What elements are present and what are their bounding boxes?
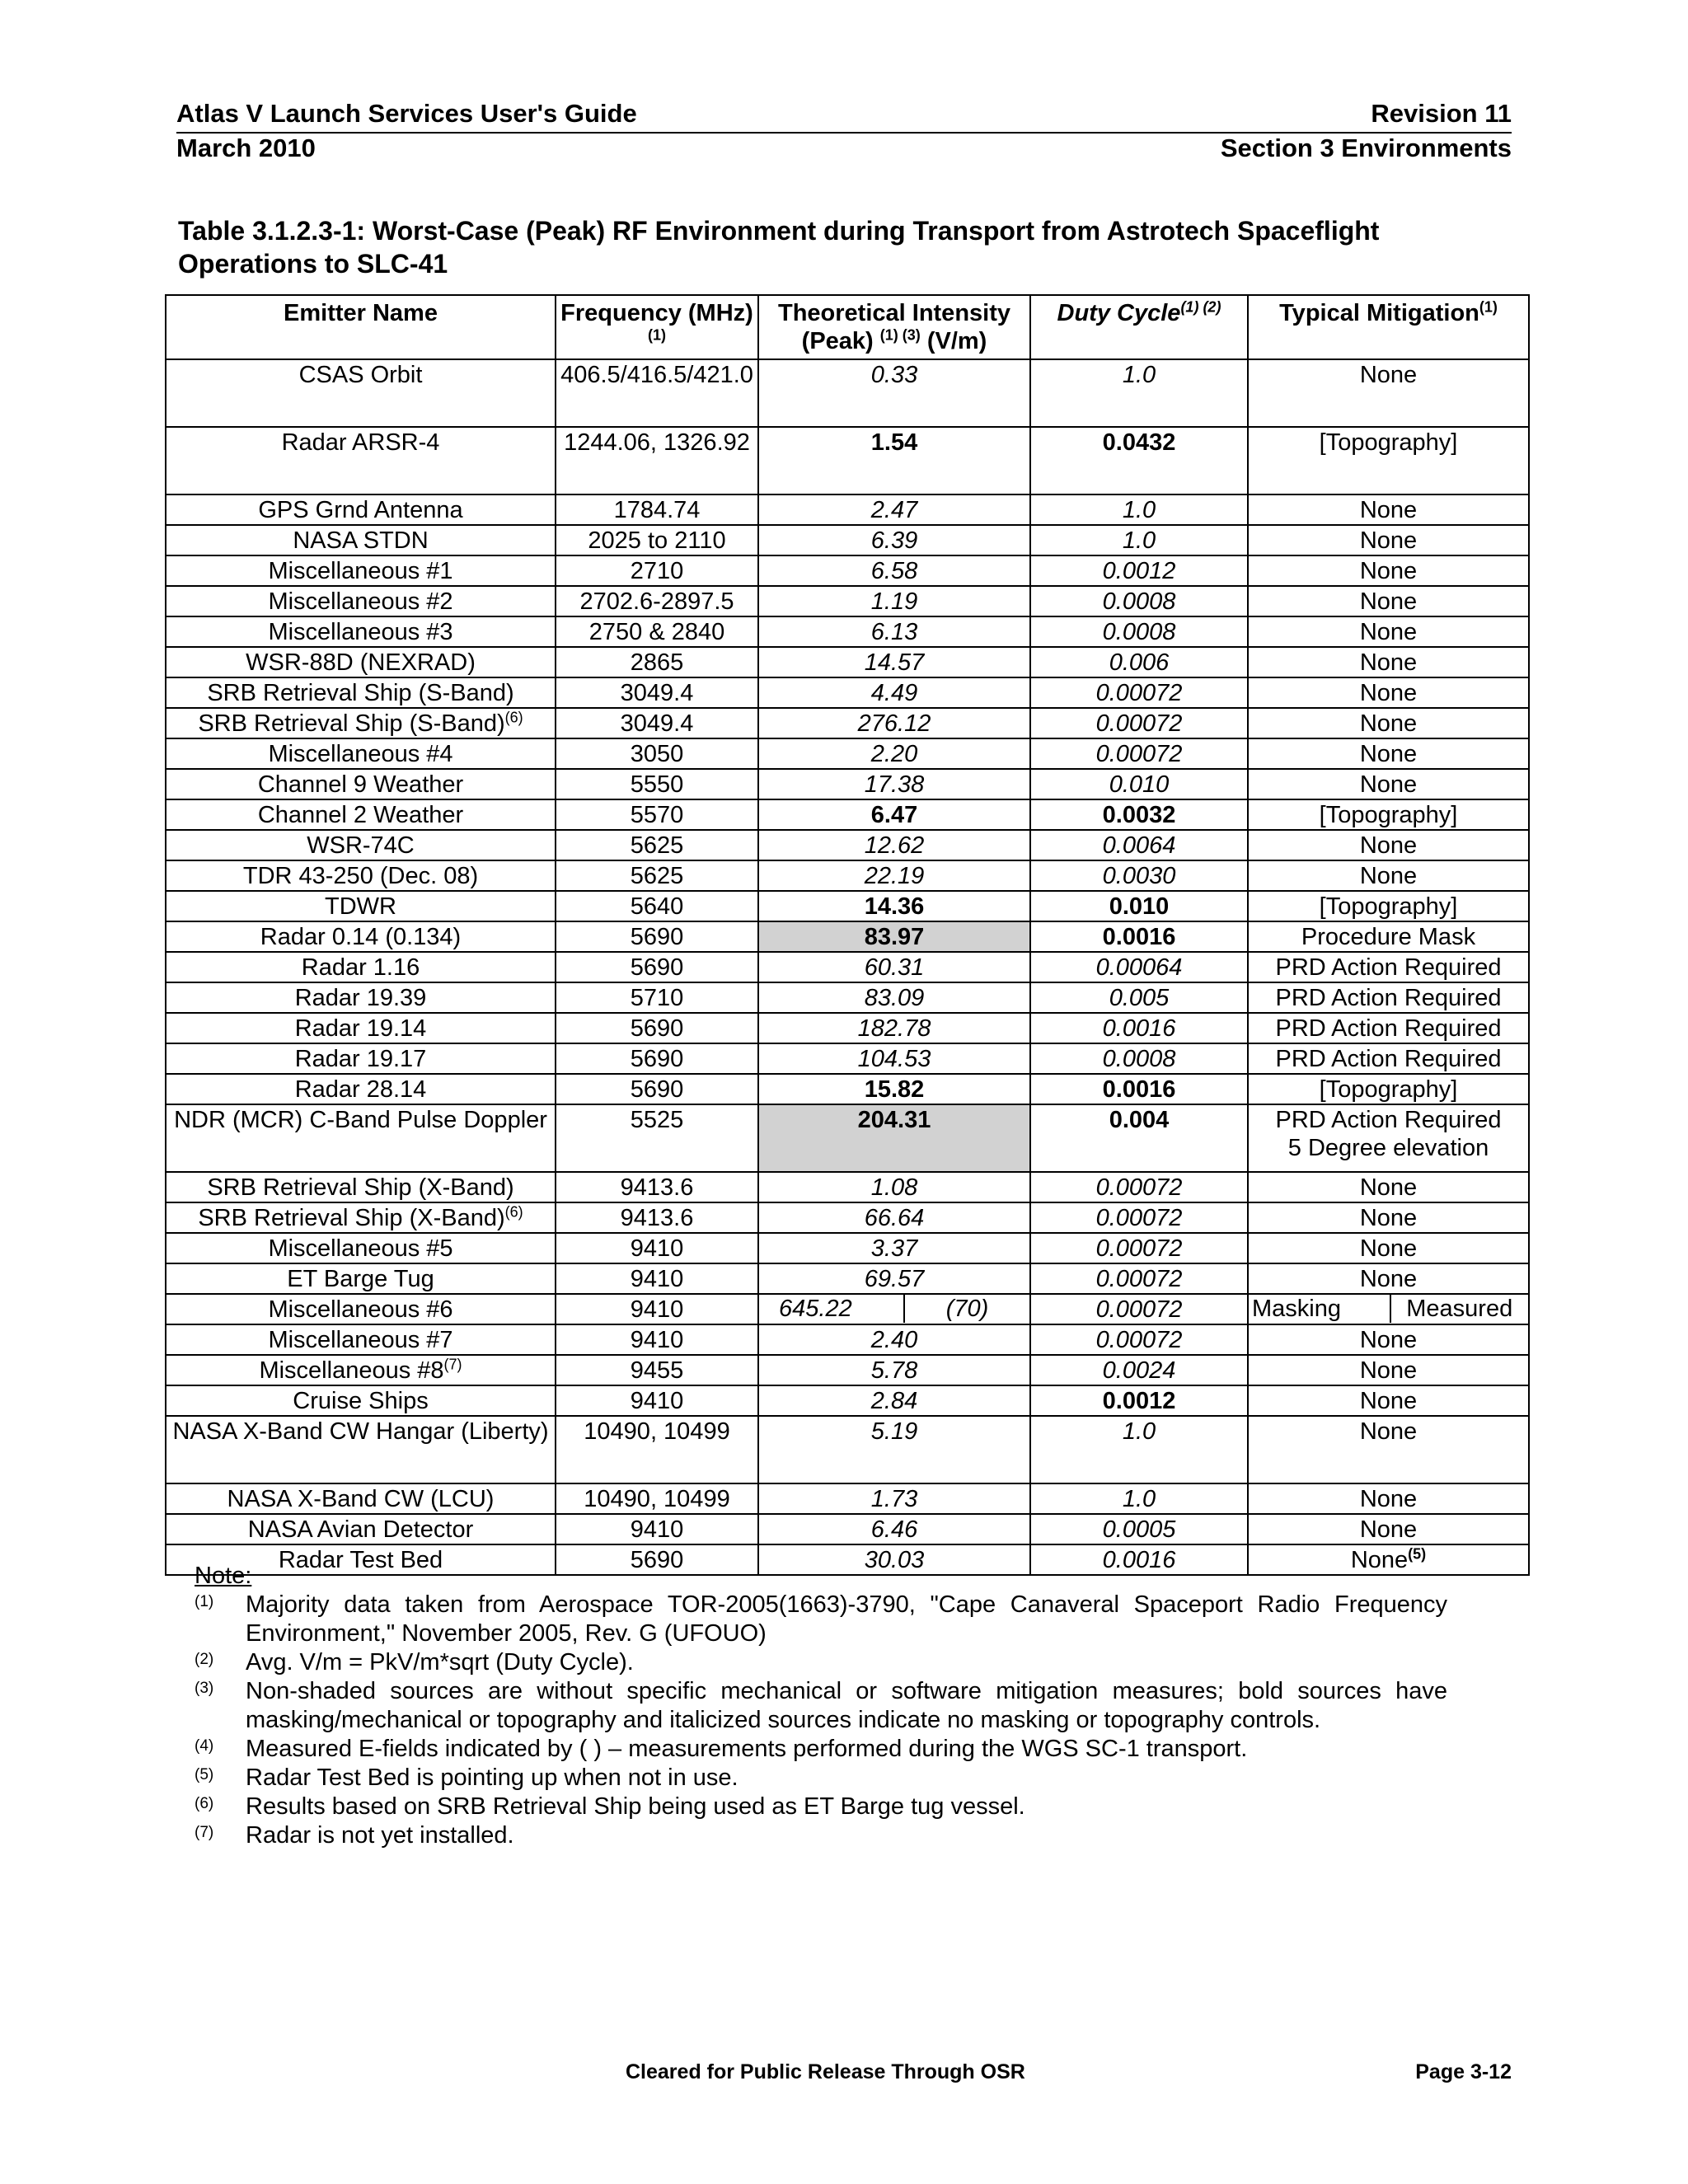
table-row xyxy=(166,799,1529,830)
emitter-name-cell: WSR-88D (NEXRAD) xyxy=(166,647,556,677)
mitigation-cell: None xyxy=(1248,1233,1529,1263)
frequency-cell: 1784.74 xyxy=(556,494,758,525)
mitigation-cell: None xyxy=(1248,1324,1529,1355)
duty-cycle-cell: 0.0008 xyxy=(1030,586,1248,616)
mitigation-cell: None xyxy=(1248,616,1529,647)
table-row xyxy=(166,1043,1529,1074)
intensity-cell: 276.12 xyxy=(758,708,1030,738)
notes-title: Note: xyxy=(195,1563,252,1589)
release-statement: Cleared for Public Release Through OSR xyxy=(626,2060,1025,2083)
mitigation-cell: [Topography] xyxy=(1248,799,1529,830)
frequency-cell: 1244.06, 1326.92 xyxy=(556,427,758,494)
duty-cycle-cell: 0.006 xyxy=(1030,647,1248,677)
duty-cycle-cell: 0.0016 xyxy=(1030,1544,1248,1575)
table-row xyxy=(166,1416,1529,1483)
emitter-name-cell: WSR-74C xyxy=(166,830,556,860)
emitter-name-cell: Radar 0.14 (0.134) xyxy=(166,921,556,952)
intensity-cell: 22.19 xyxy=(758,860,1030,891)
intensity-cell: 6.39 xyxy=(758,525,1030,555)
table-row xyxy=(166,769,1529,799)
emitter-name-cell: Miscellaneous #5 xyxy=(166,1233,556,1263)
mitigation-cell: PRD Action Required 5 Degree elevation xyxy=(1248,1104,1529,1172)
frequency-cell: 3049.4 xyxy=(556,708,758,738)
table-row xyxy=(166,1104,1529,1172)
duty-cycle-cell: 0.00072 xyxy=(1030,1263,1248,1294)
mitigation-cell: PRD Action Required xyxy=(1248,1013,1529,1043)
duty-cycle-cell: 0.0024 xyxy=(1030,1355,1248,1385)
emitter-name-cell: Channel 9 Weather xyxy=(166,769,556,799)
frequency-cell: 9410 xyxy=(556,1233,758,1263)
mitigation-cell: None xyxy=(1248,1483,1529,1514)
intensity-cell: 0.33 xyxy=(758,359,1030,427)
duty-cycle-cell: 0.010 xyxy=(1030,891,1248,921)
table-row xyxy=(166,647,1529,677)
intensity-cell: 1.73 xyxy=(758,1483,1030,1514)
mitigation-cell: Masking Measured xyxy=(1248,1294,1529,1324)
col-header-frequency: Frequency (MHz)$^{(1)}$ xyxy=(556,295,758,359)
intensity-cell: 6.58 xyxy=(758,555,1030,586)
emitter-name-cell: Radar 19.39 xyxy=(166,982,556,1013)
mitigation-cell: None xyxy=(1248,555,1529,586)
duty-cycle-cell: 0.0064 xyxy=(1030,830,1248,860)
mitigation-cell: None xyxy=(1248,1263,1529,1294)
note-item xyxy=(195,1677,1447,1735)
frequency-cell: 2025 to 2110 xyxy=(556,525,758,555)
frequency-cell: 2750 & 2840 xyxy=(556,616,758,647)
mitigation-cell: None xyxy=(1248,769,1529,799)
note-item xyxy=(195,1591,1447,1648)
intensity-cell: 69.57 xyxy=(758,1263,1030,1294)
table-row xyxy=(166,921,1529,952)
table-row xyxy=(166,1294,1529,1324)
emitter-name-cell: SRB Retrieval Ship (S-Band)$^{(6)}$ xyxy=(166,708,556,738)
mitigation-cell: None xyxy=(1248,359,1529,427)
frequency-cell: 5525 xyxy=(556,1104,758,1172)
duty-cycle-cell: 0.0032 xyxy=(1030,799,1248,830)
note-item xyxy=(195,1648,1447,1677)
emitter-name-cell: Miscellaneous #8$^{(7)}$ xyxy=(166,1355,556,1385)
duty-cycle-cell: 0.0005 xyxy=(1030,1514,1248,1544)
duty-cycle-cell: 0.0016 xyxy=(1030,1074,1248,1104)
note-text: Majority data taken from Aerospace TOR-2005(1663)-3790, "Cape Canaveral Spaceport Radio Frequency Environment," November 2005, Rev. G (UFOUO) xyxy=(246,1591,1447,1647)
table-row xyxy=(166,1263,1529,1294)
rf-environment-table xyxy=(165,294,1530,1576)
duty-cycle-cell: 0.0008 xyxy=(1030,616,1248,647)
table-row xyxy=(166,586,1529,616)
col-header-intensity: Theoretical Intensity (Peak) $^{(1) (3)}$ (V/m) xyxy=(758,295,1030,359)
table-row xyxy=(166,1483,1529,1514)
note-item xyxy=(195,1735,1447,1764)
table-row xyxy=(166,738,1529,769)
emitter-name-cell: NASA STDN xyxy=(166,525,556,555)
mitigation-cell: None xyxy=(1248,738,1529,769)
frequency-cell: 5710 xyxy=(556,982,758,1013)
duty-cycle-cell: 0.0432 xyxy=(1030,427,1248,494)
emitter-name-cell: Miscellaneous #2 xyxy=(166,586,556,616)
table-row xyxy=(166,1385,1529,1416)
table-row xyxy=(166,1202,1529,1233)
mitigation-cell: PRD Action Required xyxy=(1248,1043,1529,1074)
mitigation-cell: None xyxy=(1248,1385,1529,1416)
note-item xyxy=(195,1793,1447,1821)
intensity-cell: 2.20 xyxy=(758,738,1030,769)
mitigation-cell: [Topography] xyxy=(1248,427,1529,494)
frequency-cell: 9410 xyxy=(556,1385,758,1416)
frequency-cell: 9410 xyxy=(556,1294,758,1324)
emitter-name-cell: Miscellaneous #6 xyxy=(166,1294,556,1324)
mitigation-cell: None xyxy=(1248,830,1529,860)
table-row xyxy=(166,1324,1529,1355)
note-text: Radar is not yet installed. xyxy=(246,1822,514,1849)
frequency-cell: 5570 xyxy=(556,799,758,830)
emitter-name-cell: NASA X-Band CW (LCU) xyxy=(166,1483,556,1514)
emitter-name-cell: NASA Avian Detector xyxy=(166,1514,556,1544)
intensity-cell: 15.82 xyxy=(758,1074,1030,1104)
table-row xyxy=(166,830,1529,860)
intensity-cell: 5.78 xyxy=(758,1355,1030,1385)
table-caption: Table 3.1.2.3-1: Worst-Case (Peak) RF Environment during Transport from Astrotech Spaceflight Operations to SLC-41 xyxy=(178,216,1380,279)
intensity-cell: 3.37 xyxy=(758,1233,1030,1263)
emitter-name-cell: Radar Test Bed xyxy=(166,1544,556,1575)
duty-cycle-cell: 1.0 xyxy=(1030,1483,1248,1514)
frequency-cell: 9410 xyxy=(556,1324,758,1355)
intensity-cell: 2.84 xyxy=(758,1385,1030,1416)
note-text: Avg. V/m = PkV/m*sqrt (Duty Cycle). xyxy=(246,1649,634,1675)
document-date: March 2010 xyxy=(176,134,316,162)
frequency-cell: 5690 xyxy=(556,952,758,982)
note-marker: (2) xyxy=(195,1651,214,1668)
frequency-cell: 5550 xyxy=(556,769,758,799)
mitigation-cell: None xyxy=(1248,1514,1529,1544)
mitigation-cell: None xyxy=(1248,525,1529,555)
mitigation-cell: None xyxy=(1248,677,1529,708)
intensity-cell: 6.47 xyxy=(758,799,1030,830)
col-header-mitigation: Typical Mitigation$^{(1)}$ xyxy=(1248,295,1529,359)
note-marker: (6) xyxy=(195,1795,214,1812)
table-row xyxy=(166,891,1529,921)
frequency-cell: 5690 xyxy=(556,921,758,952)
emitter-name-cell: Miscellaneous #1 xyxy=(166,555,556,586)
mitigation-cell: None xyxy=(1248,586,1529,616)
mitigation-cell: PRD Action Required xyxy=(1248,982,1529,1013)
frequency-cell: 10490, 10499 xyxy=(556,1483,758,1514)
frequency-cell: 9410 xyxy=(556,1514,758,1544)
intensity-cell: 6.13 xyxy=(758,616,1030,647)
mitigation-cell: None$^{(5)}$ xyxy=(1248,1544,1529,1575)
duty-cycle-cell: 0.00072 xyxy=(1030,708,1248,738)
duty-cycle-cell: 0.0030 xyxy=(1030,860,1248,891)
emitter-name-cell: Miscellaneous #4 xyxy=(166,738,556,769)
intensity-cell: 12.62 xyxy=(758,830,1030,860)
duty-cycle-cell: 0.00072 xyxy=(1030,1172,1248,1202)
emitter-name-cell: Channel 2 Weather xyxy=(166,799,556,830)
frequency-cell: 5690 xyxy=(556,1043,758,1074)
col-header-duty-cycle: Duty Cycle$^{(1) (2)}$ xyxy=(1030,295,1248,359)
emitter-name-cell: Cruise Ships xyxy=(166,1385,556,1416)
mitigation-cell: None xyxy=(1248,1416,1529,1483)
emitter-name-cell: Radar 1.16 xyxy=(166,952,556,982)
duty-cycle-cell: 0.00072 xyxy=(1030,1324,1248,1355)
table-row xyxy=(166,1233,1529,1263)
intensity-cell: 2.40 xyxy=(758,1324,1030,1355)
intensity-cell: 1.08 xyxy=(758,1172,1030,1202)
page-header-line-1 xyxy=(176,99,1512,134)
duty-cycle-cell: 0.00072 xyxy=(1030,677,1248,708)
intensity-cell: 645.22 (70) xyxy=(758,1294,1030,1324)
intensity-cell: 14.57 xyxy=(758,647,1030,677)
note-text: Non-shaded sources are without specific mechanical or software mitigation measures; bold sources have masking/mechanical or topography and italicized sources indicate no masking or topography controls. xyxy=(246,1678,1447,1733)
mitigation-cell: None xyxy=(1248,494,1529,525)
mitigation-cell: None xyxy=(1248,1172,1529,1202)
frequency-cell: 5625 xyxy=(556,860,758,891)
emitter-name-cell: TDWR xyxy=(166,891,556,921)
mitigation-cell: None xyxy=(1248,647,1529,677)
emitter-name-cell: Radar 28.14 xyxy=(166,1074,556,1104)
duty-cycle-cell: 0.00064 xyxy=(1030,952,1248,982)
emitter-name-cell: TDR 43-250 (Dec. 08) xyxy=(166,860,556,891)
mitigation-cell: PRD Action Required xyxy=(1248,952,1529,982)
note-item xyxy=(195,1821,1447,1850)
mitigation-cell: None xyxy=(1248,860,1529,891)
note-marker: (1) xyxy=(195,1593,214,1610)
emitter-name-cell: SRB Retrieval Ship (S-Band) xyxy=(166,677,556,708)
intensity-cell: 83.97 xyxy=(758,921,1030,952)
duty-cycle-cell: 0.0012 xyxy=(1030,555,1248,586)
frequency-cell: 5640 xyxy=(556,891,758,921)
mitigation-cell: [Topography] xyxy=(1248,891,1529,921)
frequency-cell: 9413.6 xyxy=(556,1172,758,1202)
note-marker: (5) xyxy=(195,1766,214,1783)
intensity-cell: 14.36 xyxy=(758,891,1030,921)
intensity-cell: 4.49 xyxy=(758,677,1030,708)
table-row xyxy=(166,860,1529,891)
emitter-name-cell: Radar 19.17 xyxy=(166,1043,556,1074)
frequency-cell: 5690 xyxy=(556,1013,758,1043)
duty-cycle-cell: 0.0008 xyxy=(1030,1043,1248,1074)
note-text: Results based on SRB Retrieval Ship being used as ET Barge tug vessel. xyxy=(246,1793,1025,1820)
intensity-cell: 204.31 xyxy=(758,1104,1030,1172)
frequency-cell: 3050 xyxy=(556,738,758,769)
intensity-cell: 66.64 xyxy=(758,1202,1030,1233)
emitter-name-cell: Miscellaneous #3 xyxy=(166,616,556,647)
table-row xyxy=(166,1172,1529,1202)
table-row xyxy=(166,427,1529,494)
frequency-cell: 3049.4 xyxy=(556,677,758,708)
mitigation-cell: None xyxy=(1248,708,1529,738)
mitigation-cell: [Topography] xyxy=(1248,1074,1529,1104)
intensity-cell: 182.78 xyxy=(758,1013,1030,1043)
table-row xyxy=(166,525,1529,555)
frequency-cell: 9413.6 xyxy=(556,1202,758,1233)
duty-cycle-cell: 0.0012 xyxy=(1030,1385,1248,1416)
table-notes xyxy=(195,1562,1447,1850)
emitter-name-cell: ET Barge Tug xyxy=(166,1263,556,1294)
frequency-cell: 5690 xyxy=(556,1074,758,1104)
frequency-cell: 9410 xyxy=(556,1263,758,1294)
intensity-cell: 1.19 xyxy=(758,586,1030,616)
frequency-cell: 2865 xyxy=(556,647,758,677)
table-row xyxy=(166,982,1529,1013)
note-marker: (4) xyxy=(195,1737,214,1755)
frequency-cell: 2710 xyxy=(556,555,758,586)
table-row xyxy=(166,677,1529,708)
note-marker: (7) xyxy=(195,1824,214,1841)
mitigation-cell: None xyxy=(1248,1202,1529,1233)
note-marker: (3) xyxy=(195,1680,214,1697)
frequency-cell: 9455 xyxy=(556,1355,758,1385)
duty-cycle-cell: 0.00072 xyxy=(1030,1202,1248,1233)
emitter-name-cell: GPS Grnd Antenna xyxy=(166,494,556,525)
table-row xyxy=(166,1074,1529,1104)
emitter-name-cell: SRB Retrieval Ship (X-Band)$^{(6)}$ xyxy=(166,1202,556,1233)
document-title: Atlas V Launch Services User's Guide xyxy=(176,99,637,128)
page-number: Page 3-12 xyxy=(1415,2060,1512,2083)
intensity-cell: 17.38 xyxy=(758,769,1030,799)
table-row xyxy=(166,1013,1529,1043)
emitter-name-cell: Miscellaneous #7 xyxy=(166,1324,556,1355)
intensity-cell: 83.09 xyxy=(758,982,1030,1013)
intensity-cell: 2.47 xyxy=(758,494,1030,525)
frequency-cell: 5690 xyxy=(556,1544,758,1575)
emitter-name-cell: CSAS Orbit xyxy=(166,359,556,427)
col-header-emitter: Emitter Name xyxy=(166,295,556,359)
table-row xyxy=(166,359,1529,427)
duty-cycle-cell: 0.004 xyxy=(1030,1104,1248,1172)
intensity-cell: 5.19 xyxy=(758,1416,1030,1483)
table-row xyxy=(166,1514,1529,1544)
duty-cycle-cell: 0.010 xyxy=(1030,769,1248,799)
table-row xyxy=(166,1355,1529,1385)
table-row xyxy=(166,952,1529,982)
duty-cycle-cell: 0.005 xyxy=(1030,982,1248,1013)
table-row xyxy=(166,555,1529,586)
intensity-cell: 104.53 xyxy=(758,1043,1030,1074)
frequency-cell: 406.5/416.5/421.0 xyxy=(556,359,758,427)
frequency-cell: 5625 xyxy=(556,830,758,860)
duty-cycle-cell: 1.0 xyxy=(1030,525,1248,555)
emitter-name-cell: NASA X-Band CW Hangar (Liberty) xyxy=(166,1416,556,1483)
revision-label: Revision 11 xyxy=(1371,99,1512,128)
intensity-cell: 60.31 xyxy=(758,952,1030,982)
intensity-cell: 6.46 xyxy=(758,1514,1030,1544)
section-label: Section 3 Environments xyxy=(1220,134,1512,162)
note-text: Radar Test Bed is pointing up when not in use. xyxy=(246,1765,738,1791)
note-text: Measured E-fields indicated by ( ) – measurements performed during the WGS SC-1 transport. xyxy=(246,1736,1248,1762)
duty-cycle-cell: 0.00072 xyxy=(1030,1294,1248,1324)
duty-cycle-cell: 0.0016 xyxy=(1030,1013,1248,1043)
emitter-name-cell: NDR (MCR) C-Band Pulse Doppler xyxy=(166,1104,556,1172)
intensity-cell: 1.54 xyxy=(758,427,1030,494)
duty-cycle-cell: 0.00072 xyxy=(1030,738,1248,769)
frequency-cell: 2702.6-2897.5 xyxy=(556,586,758,616)
duty-cycle-cell: 1.0 xyxy=(1030,494,1248,525)
note-item xyxy=(195,1764,1447,1793)
duty-cycle-cell: 1.0 xyxy=(1030,1416,1248,1483)
table-row xyxy=(166,708,1529,738)
intensity-cell: 30.03 xyxy=(758,1544,1030,1575)
frequency-cell: 10490, 10499 xyxy=(556,1416,758,1483)
emitter-name-cell: SRB Retrieval Ship (X-Band) xyxy=(166,1172,556,1202)
duty-cycle-cell: 0.00072 xyxy=(1030,1233,1248,1263)
mitigation-cell: None xyxy=(1248,1355,1529,1385)
duty-cycle-cell: 1.0 xyxy=(1030,359,1248,427)
table-header-row xyxy=(166,295,1529,359)
emitter-name-cell: Radar 19.14 xyxy=(166,1013,556,1043)
mitigation-cell: Procedure Mask xyxy=(1248,921,1529,952)
page-header-line-2 xyxy=(176,134,1512,166)
table-row xyxy=(166,494,1529,525)
duty-cycle-cell: 0.0016 xyxy=(1030,921,1248,952)
table-row xyxy=(166,616,1529,647)
emitter-name-cell: Radar ARSR-4 xyxy=(166,427,556,494)
